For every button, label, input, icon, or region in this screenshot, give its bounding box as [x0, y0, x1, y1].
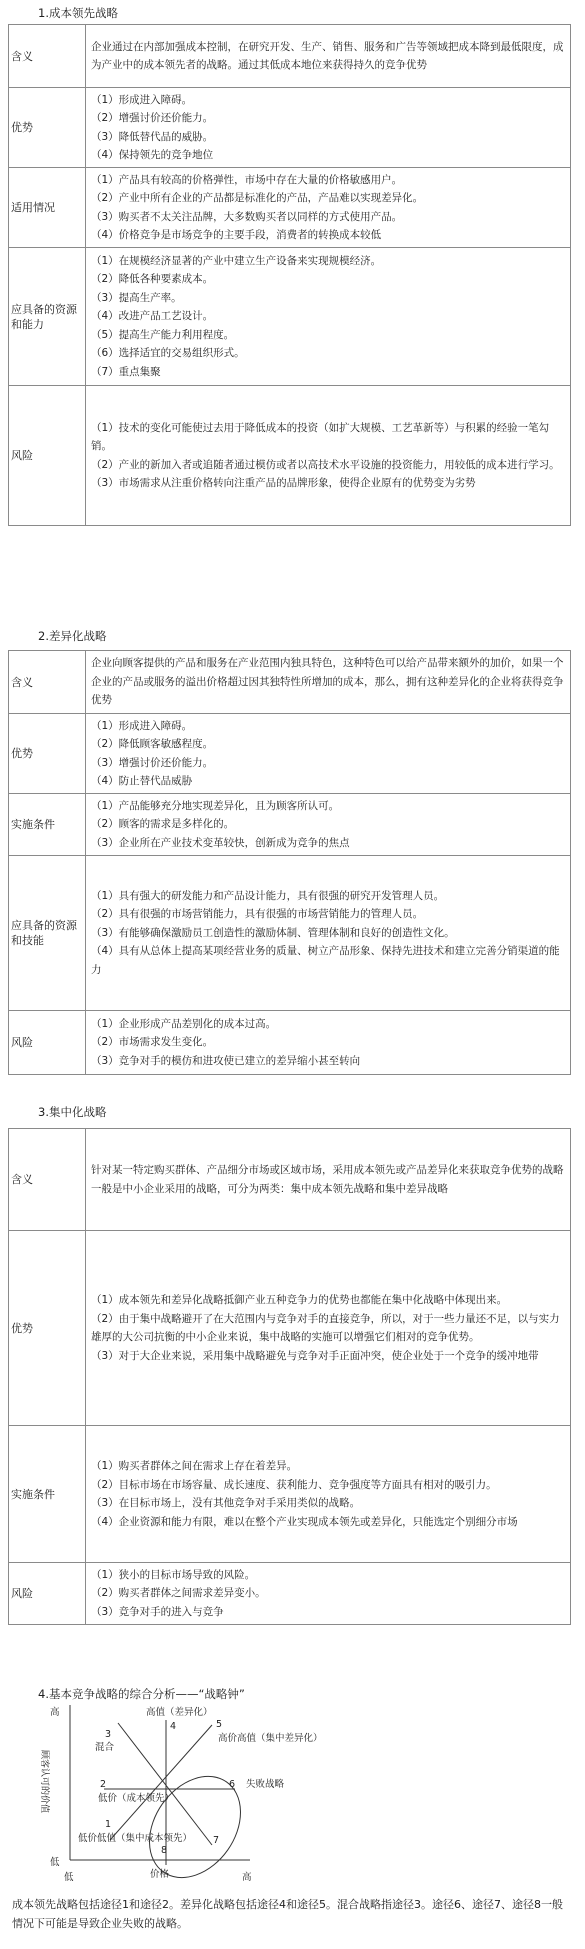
route-label-5: 高价高值（集中差异化）: [218, 1733, 323, 1744]
cost-leadership-table: [8, 24, 571, 526]
content-line: （2）由于集中战略避开了在大范围内与竞争对手的直接竞争，所以，对于一些力量还不足，以与实力雄厚的大公司抗衡的中小企业来说，集中战略的实施可以增强它们相对的竞争优势。: [91, 1312, 560, 1343]
content-line: （2）产业中所有企业的产品都是标准化的产品，产品难以实现差异化。: [91, 192, 424, 204]
route-number-8: 8: [161, 1845, 168, 1856]
table-row: [9, 1231, 571, 1426]
content-line: （1）产品具有较高的价格弹性，市场中存在大量的价格敏感用户。: [91, 173, 403, 186]
row-content: [86, 651, 571, 714]
content-line: （3）购买者不太关注品牌，大多数购买者以同样的方式使用产品。: [91, 210, 403, 223]
content-line: 企业向顾客提供的产品和服务在产业范围内独具特色，这种特色可以给产品带来额外的加价，如果一个企业的产品或服务的溢出价格超过因其独特性所增加的成本，那么，拥有这种差异化的企业将获得竞争优势: [91, 657, 564, 707]
row-content: [86, 794, 571, 856]
route-number-5: 5: [216, 1719, 223, 1730]
row-content: [86, 88, 571, 168]
row-content: [86, 25, 571, 88]
row-label: 风险: [9, 386, 86, 526]
route-number-7: 7: [213, 1835, 220, 1846]
content-line: （2）增强讨价还价能力。: [91, 112, 214, 124]
row-content: [86, 248, 571, 386]
y-axis-label: 顾客认可的价值: [39, 1750, 49, 1814]
row-label: 含义: [9, 25, 86, 88]
row-label: 应具备的资源和能力: [9, 248, 86, 386]
table-row: [9, 88, 571, 168]
route-line-5-1: [110, 1725, 212, 1840]
content-line: （3）降低替代品的威胁。: [91, 130, 214, 143]
content-line: （3）竞争对手的进入与竞争: [91, 1605, 224, 1618]
content-line: （3）增强讨价还价能力。: [91, 756, 214, 769]
y-high-label: 高: [50, 1707, 60, 1718]
content-line: （2）市场需求发生变化。: [91, 1036, 214, 1049]
row-content: [86, 386, 571, 526]
section-3-title: 3.集中化战略: [38, 1105, 107, 1119]
row-label: 实施条件: [9, 1426, 86, 1563]
content-line: （4）防止替代品威胁: [91, 775, 193, 787]
row-content: [86, 168, 571, 248]
content-line: （1）在规模经济显著的产业中建立生产设备来实现规模经济。: [91, 254, 382, 267]
content-line: （4）具有从总体上提高某项经营业务的质量、树立产品形象、保持先进技术和建立完善分销渠道的能力: [91, 945, 560, 976]
content-line: （3）有能够确保激励员工创造性的激励体制、管理体制和良好的创造性文化。: [91, 926, 455, 939]
focus-table: [8, 1128, 571, 1625]
route-number-6: 6: [229, 1779, 236, 1790]
content-line: （1）企业形成产品差别化的成本过高。: [91, 1017, 277, 1030]
content-line: 一般是中小企业采用的战略，可分为两类：集中成本领先战略和集中差异战略: [91, 1182, 448, 1195]
table-row: [9, 1129, 571, 1231]
content-line: （1）形成进入障碍。: [91, 719, 193, 732]
row-content: [86, 1563, 571, 1625]
content-line: 针对某一特定购买群体、产品细分市场或区域市场，采用成本领先或产品差异化来获取竞争优势的战略: [91, 1164, 564, 1176]
row-label: 风险: [9, 1563, 86, 1625]
content-line: （1）技术的变化可能使过去用于降低成本的投资（如扩大规模、工艺革新等）与积累的经验一笔勾销。: [91, 421, 550, 452]
route-number-2: 2: [100, 1779, 107, 1790]
content-line: （3）在目标市场上，没有其他竞争对手采用类似的战略。: [91, 1497, 361, 1509]
content-line: （2）降低顾客敏感程度。: [91, 738, 214, 750]
route-label-4: 高值（差异化）: [146, 1707, 213, 1718]
table-row: [9, 856, 571, 1011]
content-line: （3）市场需求从注重价格转向注重产品的品牌形象，使得企业原有的优势变为劣势: [91, 477, 476, 489]
differentiation-table: [8, 650, 571, 1075]
failure-strategy-label: 失败战略: [246, 1779, 285, 1790]
content-line: （3）竞争对手的模仿和进攻使已建立的差异缩小甚至转向: [91, 1054, 361, 1067]
content-line: （3）企业所在产业技术变革较快，创新成为竞争的焦点: [91, 836, 350, 849]
route-label-2: 低价（成本领先）: [98, 1793, 175, 1804]
content-line: （4）保持领先的竞争地位: [91, 149, 214, 161]
content-line: 企业通过在内部加强成本控制，在研究开发、生产、销售、服务和广告等领域把成本降到最低限度，成为产业中的成本领先者的战略。通过其低成本地位来获得持久的竞争优势: [91, 40, 564, 71]
content-line: （4）改进产品工艺设计。: [91, 310, 214, 323]
content-line: （1）产品能够充分地实现差异化，且为顾客所认可。: [91, 799, 340, 812]
table-row: [9, 714, 571, 794]
row-label: 适用情况: [9, 168, 86, 248]
content-line: （2）目标市场在市场容量、成长速度、获利能力、竞争强度等方面具有相对的吸引力。: [91, 1478, 497, 1491]
content-line: （1）具有强大的研发能力和产品设计能力，具有很强的研究开发管理人员。: [91, 889, 445, 902]
strategy-clock-diagram: [0, 1705, 323, 1895]
row-label: 优势: [9, 1231, 86, 1426]
content-line: （2）产业的新加入者或追随者通过模仿或者以高技术水平设施的投资能力，用较低的成本进行学习。: [91, 458, 560, 471]
route-label-1: 低价低值（集中成本领先）: [78, 1833, 193, 1844]
table-row: [9, 1563, 571, 1625]
table-row: [9, 1426, 571, 1563]
route-label-3: 混合: [95, 1742, 115, 1753]
row-label: 实施条件: [9, 794, 86, 856]
content-line: （1）购买者群体之间在需求上存在着差异。: [91, 1460, 298, 1472]
section-4-title: 4.基本竞争战略的综合分析——“战略钟”: [38, 1687, 245, 1701]
row-content: [86, 1426, 571, 1563]
table-row: [9, 248, 571, 386]
table-row: [9, 1011, 571, 1075]
x-axis-label: 价格: [150, 1869, 170, 1880]
content-line: （2）具有很强的市场营销能力，具有很强的市场营销能力的管理人员。: [91, 908, 424, 921]
table-row: [9, 25, 571, 88]
row-content: [86, 1231, 571, 1426]
x-high-label: 高: [242, 1872, 252, 1883]
row-label: 含义: [9, 651, 86, 714]
content-line: （4）价格竞争是市场竞争的主要手段，消费者的转换成本较低: [91, 229, 382, 241]
summary-text: 成本领先战略包括途径1和途径2。差异化战略包括途径4和途径5。混合战略指途径3。途径6、途径7、途径8一般情况下可能是导致企业失败的战略。: [12, 1898, 563, 1930]
content-line: （2）降低各种要素成本。: [91, 273, 214, 286]
content-line: （5）提高生产能力利用程度。: [91, 328, 235, 341]
row-content: [86, 714, 571, 794]
route-number-4: 4: [170, 1721, 177, 1732]
y-low-label: 低: [50, 1857, 60, 1868]
content-line: （1）形成进入障碍。: [91, 93, 193, 106]
content-line: （3）提高生产率。: [91, 291, 182, 304]
table-row: [9, 168, 571, 248]
content-line: （4）企业资源和能力有限，难以在整个产业实现成本领先或差异化，只能选定个别细分市场: [91, 1515, 518, 1528]
table-row: [9, 651, 571, 714]
row-content: [86, 856, 571, 1011]
content-line: （3）对于大企业来说，采用集中战略避免与竞争对手正面冲突，使企业处于一个竞争的缓冲地带: [91, 1349, 539, 1362]
row-label: 优势: [9, 714, 86, 794]
content-line: （2）购买者群体之间需求差异变小。: [91, 1587, 266, 1600]
section-1-title: 1.成本领先战略: [38, 6, 118, 20]
content-line: （6）选择适宜的交易组织形式。: [91, 347, 245, 360]
table-row: [9, 794, 571, 856]
row-label: 应具备的资源和技能: [9, 856, 86, 1011]
row-label: 风险: [9, 1011, 86, 1075]
row-label: 含义: [9, 1129, 86, 1231]
content-line: （2）顾客的需求是多样化的。: [91, 818, 235, 831]
table-row: [9, 386, 571, 526]
section-2-title: 2.差异化战略: [38, 629, 107, 643]
x-low-label: 低: [64, 1872, 74, 1883]
content-line: （1）狭小的目标市场导致的风险。: [91, 1568, 256, 1581]
content-line: （1）成本领先和差异化战略抵御产业五种竞争力的优势也都能在集中化战略中体现出来。: [91, 1294, 508, 1306]
row-label: 优势: [9, 88, 86, 168]
route-number-1: 1: [105, 1819, 112, 1830]
route-number-3: 3: [105, 1729, 112, 1740]
content-line: （7）重点集聚: [91, 365, 161, 378]
row-content: [86, 1011, 571, 1075]
row-content: [86, 1129, 571, 1231]
